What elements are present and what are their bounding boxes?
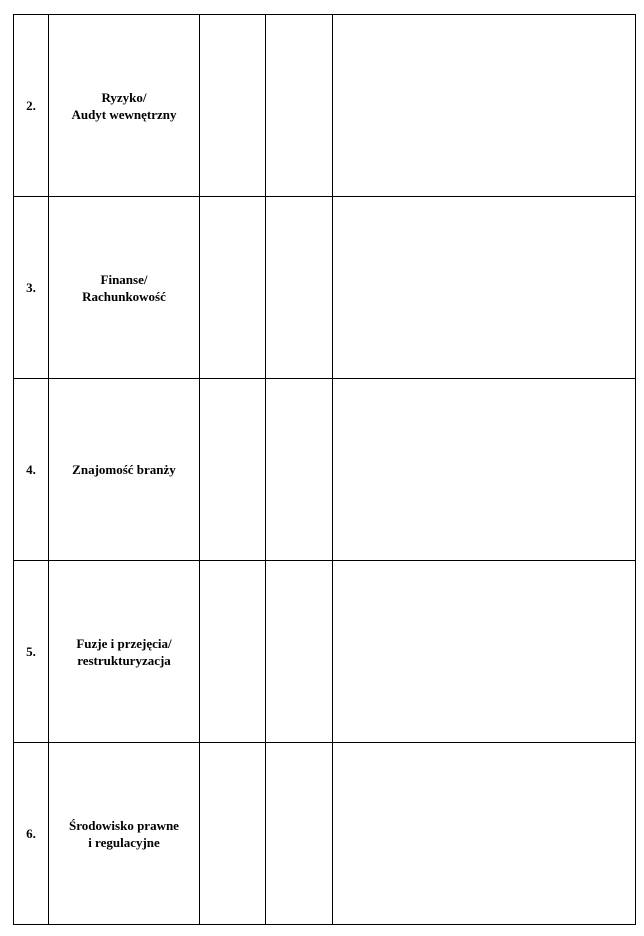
competency-area-line: Fuzje i przejęcia/ <box>76 635 172 651</box>
competency-area-line: restrukturyzacja <box>77 652 171 668</box>
rating-cell-b[interactable] <box>266 15 333 197</box>
competency-area <box>49 379 200 561</box>
rating-cell-a[interactable] <box>200 379 266 561</box>
rating-cell-a[interactable] <box>200 743 266 925</box>
rating-cell-b[interactable] <box>266 743 333 925</box>
comment-cell[interactable] <box>333 743 636 925</box>
rating-cell-b[interactable] <box>266 561 333 743</box>
row-number: 3. <box>14 197 49 379</box>
row-number: 2. <box>14 15 49 197</box>
competency-area-line: Ryzyko/ <box>101 89 147 105</box>
comment-cell[interactable] <box>333 15 636 197</box>
competency-area-line: Środowisko prawne <box>69 817 179 833</box>
row-number: 6. <box>14 743 49 925</box>
competency-area <box>49 561 200 743</box>
competency-area <box>49 743 200 925</box>
rating-cell-b[interactable] <box>266 197 333 379</box>
competency-area-line: Rachunkowość <box>82 288 166 304</box>
table-row <box>14 743 636 925</box>
rating-cell-a[interactable] <box>200 561 266 743</box>
comment-cell[interactable] <box>333 197 636 379</box>
table-row <box>14 561 636 743</box>
comment-cell[interactable] <box>333 561 636 743</box>
competency-area <box>49 15 200 197</box>
row-number: 5. <box>14 561 49 743</box>
competency-table <box>13 14 636 925</box>
competency-area-line: Znajomość branży <box>72 462 176 477</box>
rating-cell-a[interactable] <box>200 197 266 379</box>
table-row <box>14 15 636 197</box>
comment-cell[interactable] <box>333 379 636 561</box>
rating-cell-b[interactable] <box>266 379 333 561</box>
table-row <box>14 197 636 379</box>
table-row <box>14 379 636 561</box>
competency-area-line: i regulacyjne <box>88 834 160 850</box>
competency-area-line: Audyt wewnętrzny <box>71 106 177 122</box>
competency-area-line: Finanse/ <box>100 271 148 287</box>
competency-area <box>49 197 200 379</box>
row-number: 4. <box>14 379 49 561</box>
rating-cell-a[interactable] <box>200 15 266 197</box>
